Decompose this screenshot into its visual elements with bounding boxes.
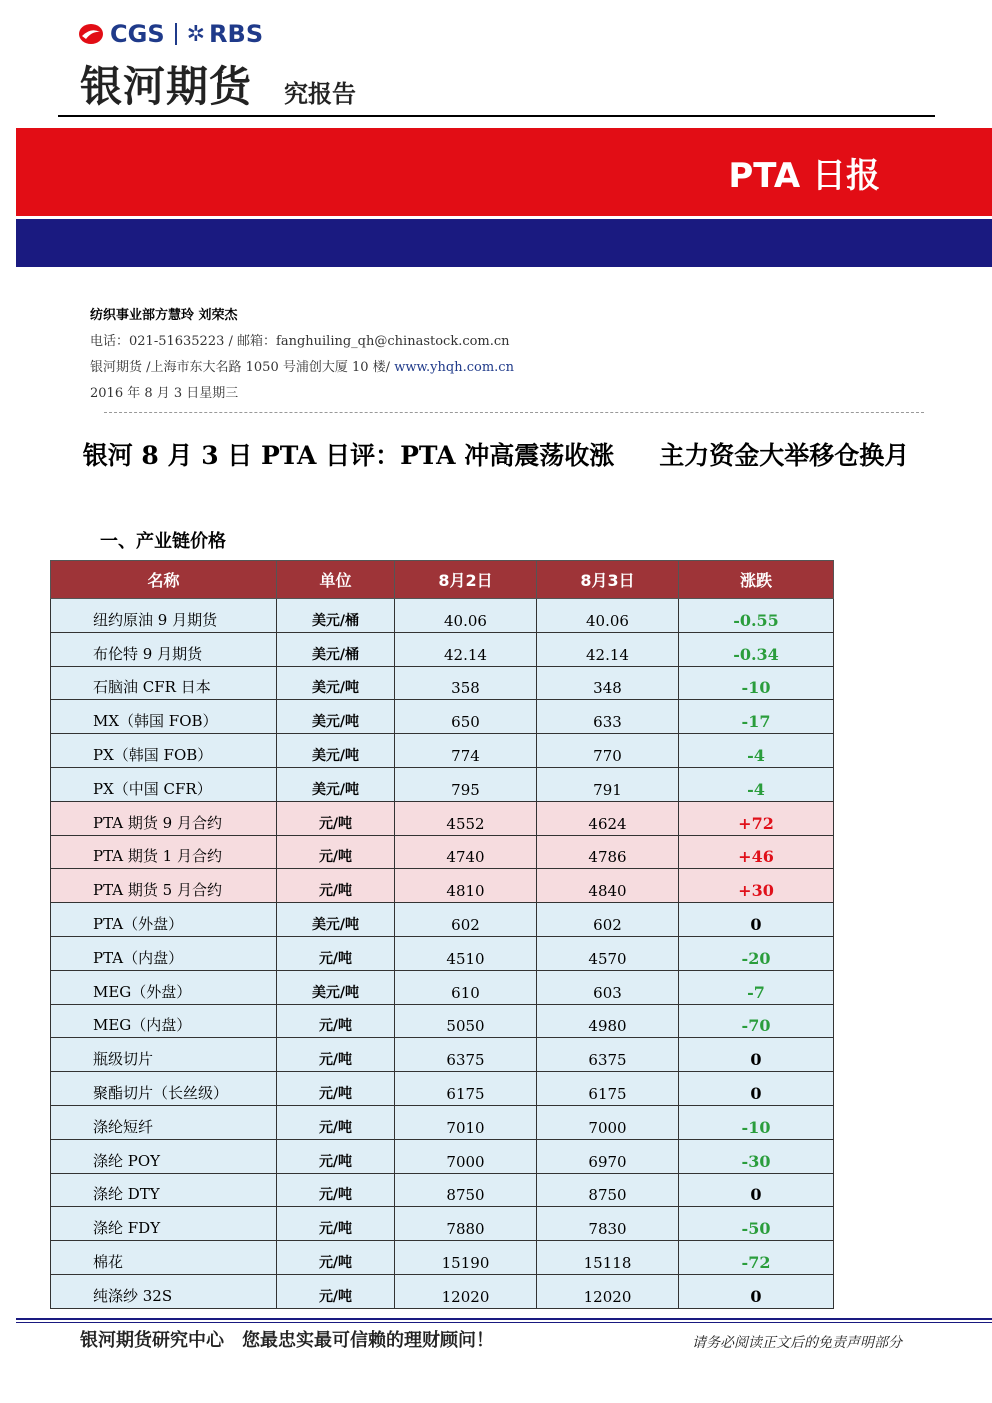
cell-change: -4 [679,734,834,768]
cell-change: -72 [679,1241,834,1275]
cell-aug2: 8750 [395,1173,537,1207]
cell-change: 0 [679,1274,834,1308]
title-banner [16,128,992,216]
cell-aug3: 4624 [537,801,679,835]
cell-aug3: 6970 [537,1139,679,1173]
cell-unit: 元/吨 [277,1139,395,1173]
table-row [51,734,834,768]
cell-name: PX（中国 CFR） [51,767,277,801]
cell-change: -70 [679,1004,834,1038]
cell-name: 纯涤纱 32S [51,1274,277,1308]
table-row [51,1274,834,1308]
cell-aug3: 4980 [537,1004,679,1038]
cell-unit: 元/吨 [277,1072,395,1106]
table-row [51,1139,834,1173]
table-row [51,1105,834,1139]
cell-unit: 元/吨 [277,1105,395,1139]
col-header-unit: 单位 [277,561,395,599]
logo-divider [175,23,177,45]
cell-aug3: 348 [537,666,679,700]
table-row [51,632,834,666]
table-header-row [51,561,834,599]
cell-change: +72 [679,801,834,835]
table-row [51,1038,834,1072]
cell-aug3: 12020 [537,1274,679,1308]
cell-aug2: 4810 [395,869,537,903]
cell-unit: 美元/吨 [277,903,395,937]
cell-aug3: 7000 [537,1105,679,1139]
cell-change: -20 [679,936,834,970]
col-header-aug2: 8月2日 [395,561,537,599]
cell-aug3: 7830 [537,1207,679,1241]
cell-name: 涤纶 FDY [51,1207,277,1241]
cell-aug2: 15190 [395,1241,537,1275]
banner-title: PTA 日报 [728,156,880,196]
cell-name: 纽约原油 9 月期货 [51,599,277,633]
cell-aug2: 795 [395,767,537,801]
address-text: 银河期货 /上海市东大名路 1050 号浦创大厦 10 楼/ [90,360,391,375]
price-table [50,560,834,1309]
header-divider [58,115,935,117]
cell-aug2: 42.14 [395,632,537,666]
cell-unit: 美元/桶 [277,599,395,633]
col-header-aug3: 8月3日 [537,561,679,599]
table-row [51,801,834,835]
banner-stripe [16,219,992,267]
table-row [51,700,834,734]
cell-change: 0 [679,1173,834,1207]
headline-part1: 银河 8 月 3 日 PTA 日评：PTA 冲高震荡收涨 [82,441,615,470]
cell-aug3: 4786 [537,835,679,869]
cell-aug3: 602 [537,903,679,937]
cell-change: 0 [679,1038,834,1072]
cell-name: PTA（内盘） [51,936,277,970]
table-row [51,903,834,937]
cell-unit: 元/吨 [277,1038,395,1072]
cell-name: PTA 期货 5 月合约 [51,869,277,903]
cell-unit: 美元/吨 [277,666,395,700]
author-info [90,303,514,407]
col-header-change: 涨跌 [679,561,834,599]
cell-aug2: 12020 [395,1274,537,1308]
cell-name: 涤纶短纤 [51,1105,277,1139]
cell-change: -0.55 [679,599,834,633]
cell-aug2: 40.06 [395,599,537,633]
cell-aug3: 603 [537,970,679,1004]
author-names: 纺织事业部方慧玲 刘荣杰 [90,308,238,323]
cell-name: PTA（外盘） [51,903,277,937]
cell-aug3: 4840 [537,869,679,903]
cell-aug2: 6175 [395,1072,537,1106]
cell-aug2: 4740 [395,835,537,869]
cell-aug2: 358 [395,666,537,700]
table-row [51,599,834,633]
cell-change: -50 [679,1207,834,1241]
website-link[interactable]: www.yhqh.com.cn [394,360,514,375]
cell-aug2: 4552 [395,801,537,835]
cell-unit: 元/吨 [277,936,395,970]
cell-unit: 美元/桶 [277,632,395,666]
cell-unit: 元/吨 [277,1173,395,1207]
cell-name: MEG（外盘） [51,970,277,1004]
footer-divider-thin [16,1322,992,1323]
cell-change: -30 [679,1139,834,1173]
contact-line: 电话：021-51635223 / 邮箱：fanghuiling_qh@chinastock.com.cn [90,334,510,349]
cell-aug3: 4570 [537,936,679,970]
cgs-logo-text: CGS [110,20,165,48]
report-headline [0,436,992,472]
cell-aug3: 770 [537,734,679,768]
cell-aug3: 42.14 [537,632,679,666]
table-row [51,970,834,1004]
cell-unit: 元/吨 [277,801,395,835]
cell-unit: 美元/吨 [277,970,395,1004]
cell-name: MX（韩国 FOB） [51,700,277,734]
table-row [51,1207,834,1241]
cell-change: 0 [679,903,834,937]
rbs-logo-icon: ✲ [186,21,206,47]
cell-unit: 元/吨 [277,1241,395,1275]
brand-name: 银河期货 [80,62,253,111]
cell-change: -4 [679,767,834,801]
cell-aug2: 602 [395,903,537,937]
cell-aug2: 7000 [395,1139,537,1173]
cell-name: MEG（内盘） [51,1004,277,1038]
cell-name: PTA 期货 1 月合约 [51,835,277,869]
cell-unit: 元/吨 [277,835,395,869]
cell-unit: 元/吨 [277,1274,395,1308]
cell-unit: 元/吨 [277,1004,395,1038]
report-date: 2016 年 8 月 3 日星期三 [90,386,239,401]
cell-aug2: 774 [395,734,537,768]
cell-aug3: 40.06 [537,599,679,633]
cell-aug2: 610 [395,970,537,1004]
footer-slogan: 银河期货研究中心 您最忠实最可信赖的理财顾问！ [80,1330,494,1351]
cell-aug2: 7010 [395,1105,537,1139]
cell-unit: 美元/吨 [277,734,395,768]
table-row [51,1072,834,1106]
footer-disclaimer: 请务必阅读正文后的免责声明部分 [692,1335,902,1351]
cell-change: -17 [679,700,834,734]
headline-part2: 主力资金大举移仓换月 [659,441,910,470]
cell-aug2: 6375 [395,1038,537,1072]
cell-change: +30 [679,869,834,903]
table-row [51,869,834,903]
address-line [90,355,514,381]
cell-aug2: 7880 [395,1207,537,1241]
cell-change: -10 [679,666,834,700]
col-header-name: 名称 [51,561,277,599]
cgs-logo-icon [78,23,104,45]
cell-aug3: 15118 [537,1241,679,1275]
section-title: 一、产业链价格 [100,531,226,552]
table-row [51,936,834,970]
cell-change: +46 [679,835,834,869]
table-body [51,599,834,1309]
cell-aug2: 5050 [395,1004,537,1038]
cell-name: PX（韩国 FOB） [51,734,277,768]
cell-unit: 美元/吨 [277,767,395,801]
cell-name: PTA 期货 9 月合约 [51,801,277,835]
cell-name: 瓶级切片 [51,1038,277,1072]
cell-name: 石脑油 CFR 日本 [51,666,277,700]
cell-change: -7 [679,970,834,1004]
cell-change: -0.34 [679,632,834,666]
rbs-logo-text: RBS [209,20,264,48]
cell-unit: 元/吨 [277,869,395,903]
cell-aug2: 4510 [395,936,537,970]
table-row [51,1173,834,1207]
table-row [51,1241,834,1275]
dashed-divider [104,412,924,413]
brand-subtitle: 究报告 [284,80,356,108]
table-row [51,767,834,801]
cell-aug3: 8750 [537,1173,679,1207]
cell-change: -10 [679,1105,834,1139]
cell-aug3: 791 [537,767,679,801]
cell-unit: 元/吨 [277,1207,395,1241]
table-row [51,835,834,869]
cell-change: 0 [679,1072,834,1106]
footer-divider [16,1318,992,1320]
cell-name: 涤纶 DTY [51,1173,277,1207]
table-row [51,666,834,700]
cell-name: 涤纶 POY [51,1139,277,1173]
cell-unit: 美元/吨 [277,700,395,734]
cell-aug2: 650 [395,700,537,734]
table-row [51,1004,834,1038]
logo [78,20,263,48]
cell-name: 聚酯切片（长丝级） [51,1072,277,1106]
cell-name: 棉花 [51,1241,277,1275]
cell-aug3: 6375 [537,1038,679,1072]
cell-aug3: 633 [537,700,679,734]
cell-aug3: 6175 [537,1072,679,1106]
cell-name: 布伦特 9 月期货 [51,632,277,666]
